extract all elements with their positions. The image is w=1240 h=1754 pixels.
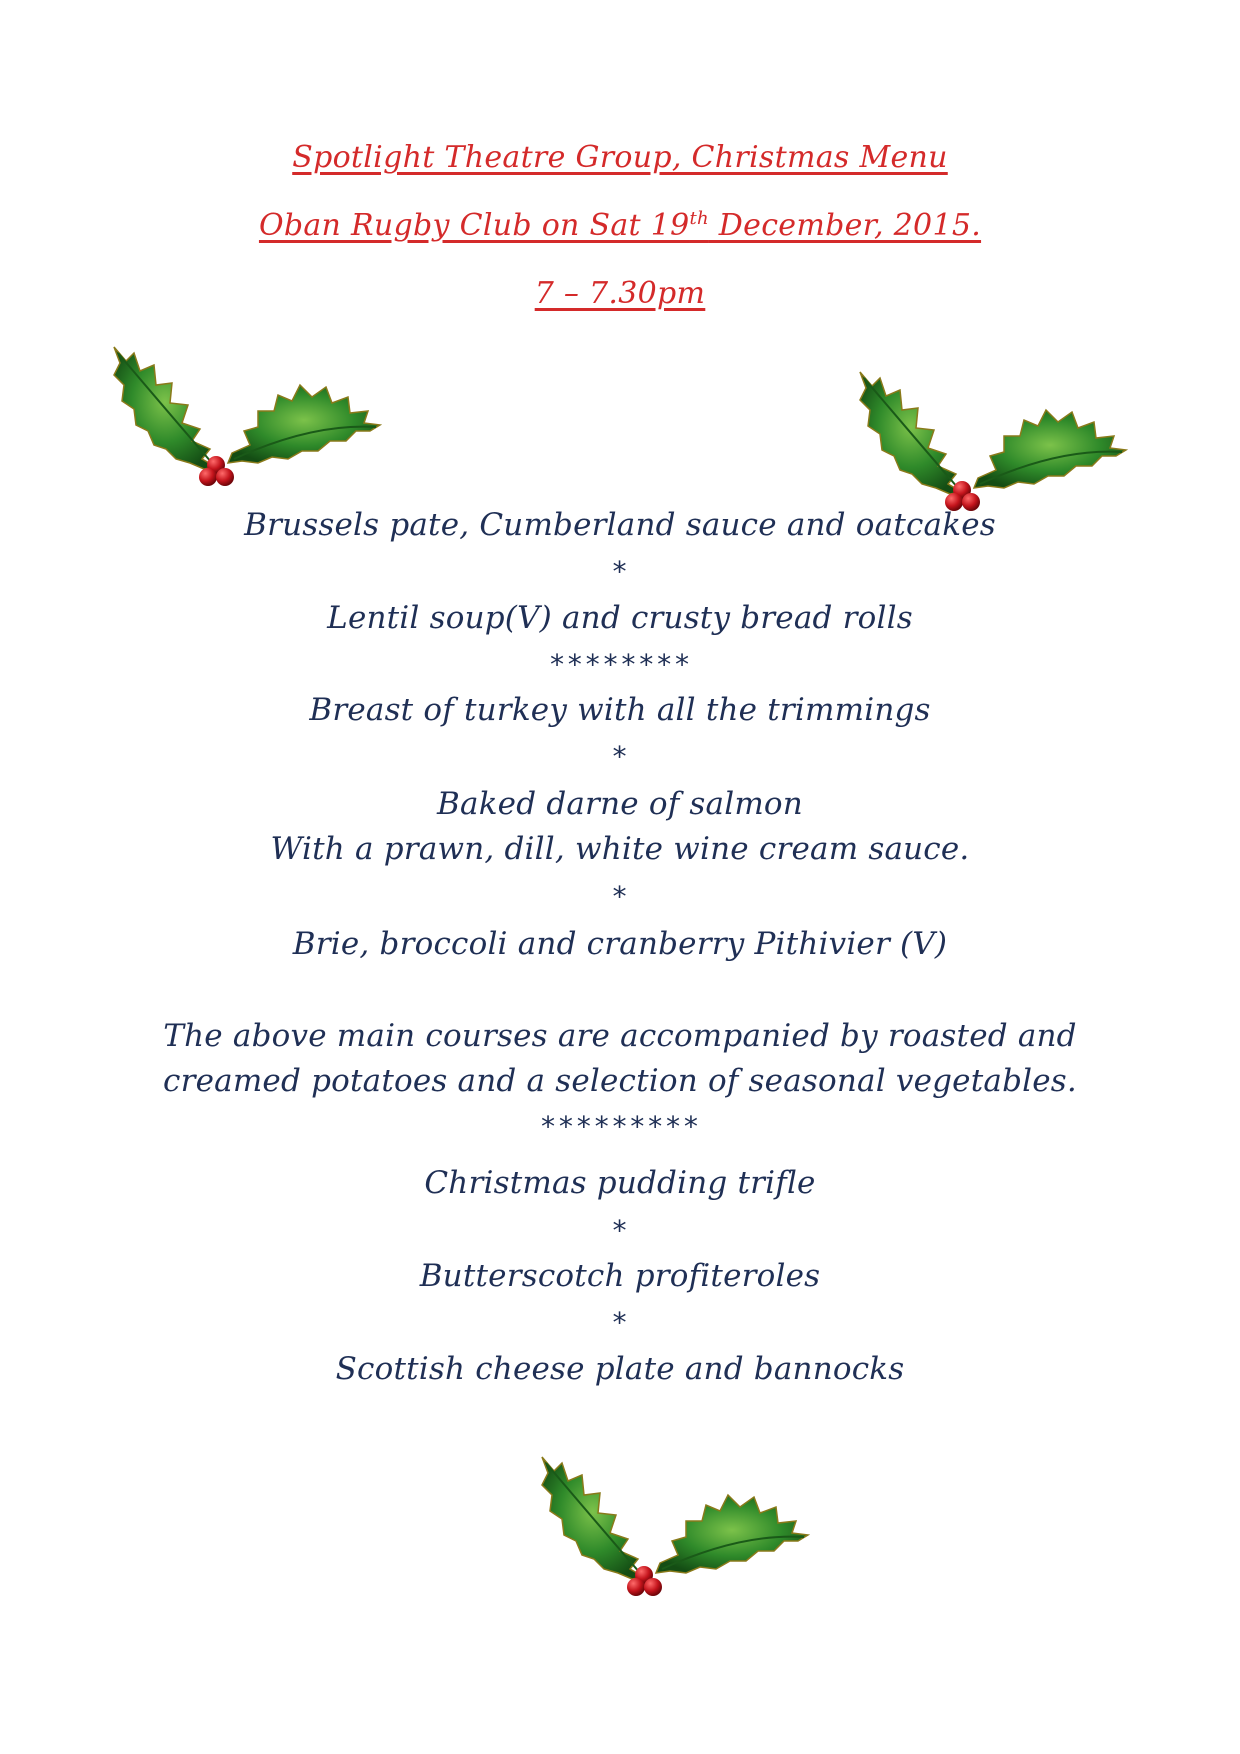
item-separator: * xyxy=(611,1214,629,1247)
item-separator: * xyxy=(611,555,629,588)
item-separator: * xyxy=(611,880,629,913)
dessert-item: Butterscotch profiteroles xyxy=(419,1258,821,1294)
mains-note: creamed potatoes and a selection of seasonal vegetables. xyxy=(163,1063,1077,1099)
main-item: Brie, broccoli and cranberry Pithivier (V) xyxy=(292,926,948,962)
course-separator: ********* xyxy=(539,1110,701,1143)
event-venue-date xyxy=(0,208,1240,243)
main-item: Baked darne of salmon xyxy=(437,786,803,822)
item-separator: * xyxy=(611,1306,629,1339)
item-separator: * xyxy=(611,740,629,773)
starter-item: Lentil soup(V) and crusty bread rolls xyxy=(327,600,913,636)
menu-title: Spotlight Theatre Group, Christmas Menu xyxy=(292,140,948,175)
date-ordinal-suffix: th xyxy=(689,208,709,229)
holly-icon xyxy=(858,370,1128,515)
dessert-item: Christmas pudding trifle xyxy=(424,1165,816,1201)
holly-icon xyxy=(112,345,382,490)
venue-suffix: December, 2015. xyxy=(708,208,982,243)
holly-icon xyxy=(540,1455,810,1600)
main-item: Breast of turkey with all the trimmings xyxy=(309,692,931,728)
mains-note: The above main courses are accompanied by roasted and xyxy=(163,1018,1077,1054)
venue-prefix: Oban Rugby Club on Sat 19 xyxy=(258,208,690,243)
main-item-description: With a prawn, dill, white wine cream sauce. xyxy=(270,831,970,867)
dessert-item: Scottish cheese plate and bannocks xyxy=(335,1351,905,1387)
starter-item: Brussels pate, Cumberland sauce and oatcakes xyxy=(244,507,996,543)
event-time: 7 – 7.30pm xyxy=(534,276,706,311)
course-separator: ******** xyxy=(548,648,692,681)
